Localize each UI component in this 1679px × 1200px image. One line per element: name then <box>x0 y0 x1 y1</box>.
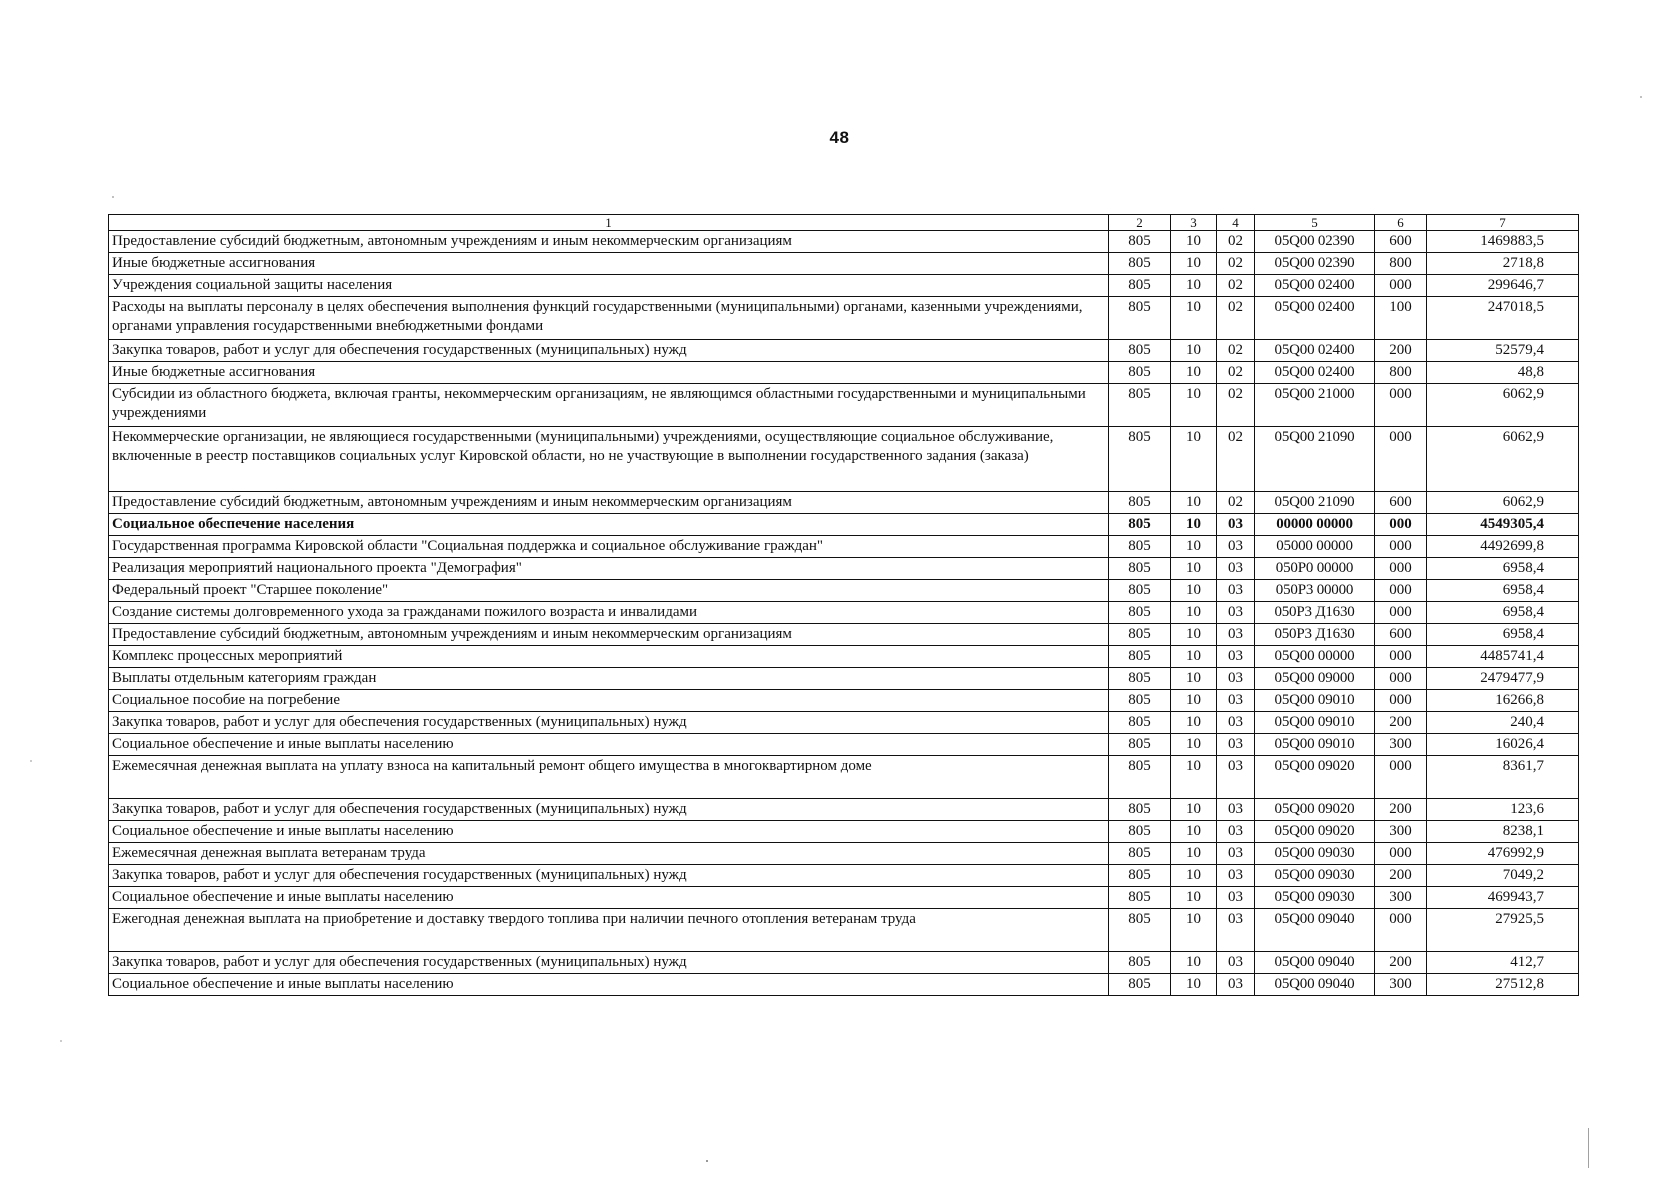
row-code-3: 10 <box>1171 297 1217 340</box>
row-code-2: 805 <box>1109 712 1171 734</box>
scan-edge-mark <box>1588 1128 1589 1168</box>
row-code-5: 05Q00 02390 <box>1255 253 1375 275</box>
row-code-2: 805 <box>1109 646 1171 668</box>
header-cell-4: 4 <box>1217 215 1255 231</box>
row-code-2: 805 <box>1109 690 1171 712</box>
row-code-3: 10 <box>1171 362 1217 384</box>
row-code-3: 10 <box>1171 952 1217 974</box>
row-code-4: 03 <box>1217 602 1255 624</box>
row-code-2: 805 <box>1109 253 1171 275</box>
row-code-5: 05Q00 02390 <box>1255 231 1375 253</box>
table-row <box>109 821 1579 843</box>
row-code-2: 805 <box>1109 865 1171 887</box>
row-code-5: 05Q00 09010 <box>1255 712 1375 734</box>
row-amount: 6958,4 <box>1427 624 1579 646</box>
table-row <box>109 514 1579 536</box>
row-code-3: 10 <box>1171 253 1217 275</box>
table-row <box>109 275 1579 297</box>
row-code-3: 10 <box>1171 909 1217 952</box>
row-code-6: 200 <box>1375 865 1427 887</box>
scan-speck <box>30 760 32 762</box>
row-amount: 27925,5 <box>1427 909 1579 952</box>
row-amount: 469943,7 <box>1427 887 1579 909</box>
row-amount: 8238,1 <box>1427 821 1579 843</box>
row-code-4: 03 <box>1217 952 1255 974</box>
row-amount: 6062,9 <box>1427 427 1579 492</box>
row-amount: 6958,4 <box>1427 580 1579 602</box>
table-row <box>109 909 1579 952</box>
row-code-6: 100 <box>1375 297 1427 340</box>
row-amount: 299646,7 <box>1427 275 1579 297</box>
row-name: Закупка товаров, работ и услуг для обеспечения государственных (муниципальных) нужд <box>109 340 1109 362</box>
header-cell-5: 5 <box>1255 215 1375 231</box>
table-row <box>109 952 1579 974</box>
row-code-6: 000 <box>1375 756 1427 799</box>
row-code-3: 10 <box>1171 384 1217 427</box>
row-code-6: 300 <box>1375 821 1427 843</box>
table-row <box>109 974 1579 996</box>
row-code-6: 800 <box>1375 362 1427 384</box>
row-code-6: 000 <box>1375 843 1427 865</box>
row-code-5: 00000 00000 <box>1255 514 1375 536</box>
row-amount: 6062,9 <box>1427 384 1579 427</box>
row-amount: 16266,8 <box>1427 690 1579 712</box>
row-name: Выплаты отдельным категориям граждан <box>109 668 1109 690</box>
row-code-4: 03 <box>1217 646 1255 668</box>
row-code-6: 000 <box>1375 427 1427 492</box>
row-name: Ежемесячная денежная выплата ветеранам труда <box>109 843 1109 865</box>
row-amount: 240,4 <box>1427 712 1579 734</box>
row-code-3: 10 <box>1171 734 1217 756</box>
row-name: Закупка товаров, работ и услуг для обеспечения государственных (муниципальных) нужд <box>109 712 1109 734</box>
row-name: Социальное обеспечение и иные выплаты населению <box>109 734 1109 756</box>
row-name: Социальное пособие на погребение <box>109 690 1109 712</box>
row-amount: 4549305,4 <box>1427 514 1579 536</box>
row-code-2: 805 <box>1109 974 1171 996</box>
row-code-5: 05Q00 00000 <box>1255 646 1375 668</box>
row-code-2: 805 <box>1109 492 1171 514</box>
row-name: Некоммерческие организации, не являющиеся государственными (муниципальными) учреждениями, осуществляющие социальное обслуживание, включенные в реестр поставщиков социальных услуг Кировской области, но не участвующие в выполнении государственного задания (заказа) <box>109 427 1109 492</box>
header-cell-7: 7 <box>1427 215 1579 231</box>
row-code-6: 000 <box>1375 580 1427 602</box>
row-code-5: 05Q00 09020 <box>1255 821 1375 843</box>
row-amount: 48,8 <box>1427 362 1579 384</box>
table-row <box>109 492 1579 514</box>
row-code-4: 03 <box>1217 690 1255 712</box>
row-code-6: 600 <box>1375 231 1427 253</box>
row-name: Социальное обеспечение и иные выплаты населению <box>109 974 1109 996</box>
row-code-5: 05Q00 21000 <box>1255 384 1375 427</box>
header-cell-6: 6 <box>1375 215 1427 231</box>
row-code-6: 000 <box>1375 536 1427 558</box>
row-code-4: 03 <box>1217 624 1255 646</box>
row-name: Закупка товаров, работ и услуг для обеспечения государственных (муниципальных) нужд <box>109 865 1109 887</box>
row-code-6: 000 <box>1375 646 1427 668</box>
row-code-6: 600 <box>1375 492 1427 514</box>
row-code-3: 10 <box>1171 821 1217 843</box>
row-code-4: 03 <box>1217 821 1255 843</box>
row-code-5: 05Q00 09010 <box>1255 690 1375 712</box>
table-row <box>109 712 1579 734</box>
table-row <box>109 231 1579 253</box>
row-code-2: 805 <box>1109 756 1171 799</box>
row-code-6: 800 <box>1375 253 1427 275</box>
row-code-6: 200 <box>1375 340 1427 362</box>
row-code-6: 300 <box>1375 887 1427 909</box>
row-code-4: 02 <box>1217 275 1255 297</box>
row-code-4: 03 <box>1217 799 1255 821</box>
header-cell-2: 2 <box>1109 215 1171 231</box>
row-amount: 1469883,5 <box>1427 231 1579 253</box>
table-header-row <box>109 215 1579 231</box>
row-code-3: 10 <box>1171 340 1217 362</box>
table-row <box>109 384 1579 427</box>
row-amount: 52579,4 <box>1427 340 1579 362</box>
row-code-6: 000 <box>1375 690 1427 712</box>
row-code-2: 805 <box>1109 558 1171 580</box>
row-code-3: 10 <box>1171 712 1217 734</box>
row-name: Закупка товаров, работ и услуг для обеспечения государственных (муниципальных) нужд <box>109 952 1109 974</box>
row-amount: 6958,4 <box>1427 558 1579 580</box>
row-code-5: 05Q00 09020 <box>1255 756 1375 799</box>
row-amount: 412,7 <box>1427 952 1579 974</box>
row-code-6: 000 <box>1375 909 1427 952</box>
row-code-4: 03 <box>1217 865 1255 887</box>
row-name: Предоставление субсидий бюджетным, автономным учреждениям и иным некоммерческим организациям <box>109 624 1109 646</box>
row-code-2: 805 <box>1109 275 1171 297</box>
row-code-5: 05Q00 09030 <box>1255 887 1375 909</box>
row-code-4: 03 <box>1217 558 1255 580</box>
row-amount: 6958,4 <box>1427 602 1579 624</box>
row-amount: 8361,7 <box>1427 756 1579 799</box>
page-number: 48 <box>829 128 850 147</box>
row-code-5: 05Q00 09000 <box>1255 668 1375 690</box>
table-row <box>109 843 1579 865</box>
row-code-3: 10 <box>1171 492 1217 514</box>
row-name: Комплекс процессных мероприятий <box>109 646 1109 668</box>
row-code-5: 05Q00 09030 <box>1255 843 1375 865</box>
table-row <box>109 756 1579 799</box>
row-code-2: 805 <box>1109 909 1171 952</box>
row-code-6: 000 <box>1375 558 1427 580</box>
row-code-5: 05Q00 09040 <box>1255 974 1375 996</box>
row-name: Федеральный проект "Старшее поколение" <box>109 580 1109 602</box>
row-code-3: 10 <box>1171 536 1217 558</box>
row-code-3: 10 <box>1171 756 1217 799</box>
row-code-5: 05Q00 09020 <box>1255 799 1375 821</box>
table-row <box>109 624 1579 646</box>
row-amount: 7049,2 <box>1427 865 1579 887</box>
table-row <box>109 646 1579 668</box>
row-amount: 247018,5 <box>1427 297 1579 340</box>
row-code-6: 300 <box>1375 734 1427 756</box>
row-code-2: 805 <box>1109 580 1171 602</box>
row-name: Реализация мероприятий национального проекта "Демография" <box>109 558 1109 580</box>
row-code-3: 10 <box>1171 427 1217 492</box>
row-code-3: 10 <box>1171 865 1217 887</box>
row-code-2: 805 <box>1109 624 1171 646</box>
table-body <box>109 215 1579 996</box>
table-row <box>109 362 1579 384</box>
row-code-5: 05Q00 09040 <box>1255 909 1375 952</box>
row-name: Предоставление субсидий бюджетным, автономным учреждениям и иным некоммерческим организациям <box>109 492 1109 514</box>
row-amount: 123,6 <box>1427 799 1579 821</box>
header-cell-3: 3 <box>1171 215 1217 231</box>
row-code-4: 02 <box>1217 492 1255 514</box>
row-code-5: 050P3 Д1630 <box>1255 602 1375 624</box>
row-code-6: 000 <box>1375 275 1427 297</box>
row-code-2: 805 <box>1109 799 1171 821</box>
row-code-5: 050P3 Д1630 <box>1255 624 1375 646</box>
table-row <box>109 580 1579 602</box>
row-code-2: 805 <box>1109 536 1171 558</box>
row-code-5: 05Q00 09030 <box>1255 865 1375 887</box>
row-code-3: 10 <box>1171 275 1217 297</box>
row-amount: 4492699,8 <box>1427 536 1579 558</box>
table-row <box>109 799 1579 821</box>
row-name: Государственная программа Кировской области "Социальная поддержка и социальное обслуживание граждан" <box>109 536 1109 558</box>
row-code-4: 03 <box>1217 887 1255 909</box>
row-code-3: 10 <box>1171 974 1217 996</box>
row-code-3: 10 <box>1171 799 1217 821</box>
row-code-5: 05Q00 02400 <box>1255 275 1375 297</box>
row-name: Субсидии из областного бюджета, включая гранты, некоммерческим организациям, не являющимся областными государственными и муниципальными учреждениями <box>109 384 1109 427</box>
scan-speck <box>60 1040 62 1042</box>
row-code-2: 805 <box>1109 887 1171 909</box>
row-code-5: 05000 00000 <box>1255 536 1375 558</box>
row-code-4: 03 <box>1217 909 1255 952</box>
scan-speck <box>112 196 114 198</box>
row-amount: 16026,4 <box>1427 734 1579 756</box>
header-cell-1: 1 <box>109 215 1109 231</box>
row-amount: 27512,8 <box>1427 974 1579 996</box>
row-code-2: 805 <box>1109 340 1171 362</box>
row-code-4: 02 <box>1217 340 1255 362</box>
row-code-5: 05Q00 02400 <box>1255 340 1375 362</box>
row-code-5: 05Q00 02400 <box>1255 297 1375 340</box>
row-name: Социальное обеспечение и иные выплаты населению <box>109 821 1109 843</box>
row-code-6: 000 <box>1375 602 1427 624</box>
row-code-2: 805 <box>1109 734 1171 756</box>
row-code-5: 05Q00 09040 <box>1255 952 1375 974</box>
row-code-6: 300 <box>1375 974 1427 996</box>
row-code-2: 805 <box>1109 384 1171 427</box>
row-code-4: 03 <box>1217 514 1255 536</box>
row-code-5: 05Q00 21090 <box>1255 492 1375 514</box>
row-code-4: 02 <box>1217 231 1255 253</box>
row-code-2: 805 <box>1109 843 1171 865</box>
row-code-2: 805 <box>1109 514 1171 536</box>
table-row <box>109 602 1579 624</box>
row-code-3: 10 <box>1171 514 1217 536</box>
row-name: Ежегодная денежная выплата на приобретение и доставку твердого топлива при наличии печного отопления ветеранам труда <box>109 909 1109 952</box>
table-row <box>109 865 1579 887</box>
scan-speck <box>1640 96 1642 98</box>
row-code-6: 200 <box>1375 952 1427 974</box>
row-code-3: 10 <box>1171 602 1217 624</box>
row-code-4: 02 <box>1217 362 1255 384</box>
row-name: Учреждения социальной защиты населения <box>109 275 1109 297</box>
table-row <box>109 734 1579 756</box>
table-row <box>109 536 1579 558</box>
row-code-4: 02 <box>1217 253 1255 275</box>
row-name: Социальное обеспечение населения <box>109 514 1109 536</box>
row-code-3: 10 <box>1171 558 1217 580</box>
row-code-5: 050P3 00000 <box>1255 580 1375 602</box>
row-code-3: 10 <box>1171 843 1217 865</box>
row-code-3: 10 <box>1171 887 1217 909</box>
row-code-6: 600 <box>1375 624 1427 646</box>
row-code-4: 03 <box>1217 536 1255 558</box>
row-code-2: 805 <box>1109 362 1171 384</box>
row-code-2: 805 <box>1109 297 1171 340</box>
row-name: Иные бюджетные ассигнования <box>109 253 1109 275</box>
row-code-2: 805 <box>1109 427 1171 492</box>
row-code-3: 10 <box>1171 646 1217 668</box>
row-code-2: 805 <box>1109 602 1171 624</box>
row-code-4: 02 <box>1217 427 1255 492</box>
row-code-5: 05Q00 09010 <box>1255 734 1375 756</box>
row-code-3: 10 <box>1171 231 1217 253</box>
row-code-4: 03 <box>1217 843 1255 865</box>
row-name: Расходы на выплаты персоналу в целях обеспечения выполнения функций государственными (муниципальными) органами, казенными учреждениями, органами управления государственными внебюджетными фондами <box>109 297 1109 340</box>
row-name: Социальное обеспечение и иные выплаты населению <box>109 887 1109 909</box>
row-code-2: 805 <box>1109 668 1171 690</box>
row-code-5: 05Q00 21090 <box>1255 427 1375 492</box>
row-code-4: 03 <box>1217 756 1255 799</box>
row-code-4: 03 <box>1217 734 1255 756</box>
row-code-3: 10 <box>1171 624 1217 646</box>
row-code-6: 000 <box>1375 668 1427 690</box>
row-code-6: 200 <box>1375 712 1427 734</box>
row-code-2: 805 <box>1109 821 1171 843</box>
row-code-2: 805 <box>1109 231 1171 253</box>
table-row <box>109 253 1579 275</box>
row-code-3: 10 <box>1171 690 1217 712</box>
scan-speck <box>706 1160 708 1162</box>
row-name: Иные бюджетные ассигнования <box>109 362 1109 384</box>
row-name: Предоставление субсидий бюджетным, автономным учреждениям и иным некоммерческим организациям <box>109 231 1109 253</box>
table-row <box>109 427 1579 492</box>
row-code-4: 02 <box>1217 384 1255 427</box>
table-row <box>109 887 1579 909</box>
row-code-5: 050P0 00000 <box>1255 558 1375 580</box>
row-code-4: 03 <box>1217 580 1255 602</box>
row-amount: 2718,8 <box>1427 253 1579 275</box>
row-code-3: 10 <box>1171 580 1217 602</box>
row-code-6: 200 <box>1375 799 1427 821</box>
row-code-2: 805 <box>1109 952 1171 974</box>
row-code-3: 10 <box>1171 668 1217 690</box>
row-name: Закупка товаров, работ и услуг для обеспечения государственных (муниципальных) нужд <box>109 799 1109 821</box>
row-code-4: 02 <box>1217 297 1255 340</box>
row-amount: 476992,9 <box>1427 843 1579 865</box>
row-code-4: 03 <box>1217 974 1255 996</box>
row-amount: 4485741,4 <box>1427 646 1579 668</box>
row-code-6: 000 <box>1375 384 1427 427</box>
budget-table <box>108 214 1579 996</box>
row-amount: 2479477,9 <box>1427 668 1579 690</box>
row-code-6: 000 <box>1375 514 1427 536</box>
row-code-5: 05Q00 02400 <box>1255 362 1375 384</box>
row-code-4: 03 <box>1217 668 1255 690</box>
table-row <box>109 668 1579 690</box>
table-row <box>109 690 1579 712</box>
row-code-4: 03 <box>1217 712 1255 734</box>
row-name: Создание системы долговременного ухода за гражданами пожилого возраста и инвалидами <box>109 602 1109 624</box>
row-amount: 6062,9 <box>1427 492 1579 514</box>
row-name: Ежемесячная денежная выплата на уплату взноса на капитальный ремонт общего имущества в многоквартирном доме <box>109 756 1109 799</box>
table-row <box>109 297 1579 340</box>
table-row <box>109 558 1579 580</box>
table-row <box>109 340 1579 362</box>
